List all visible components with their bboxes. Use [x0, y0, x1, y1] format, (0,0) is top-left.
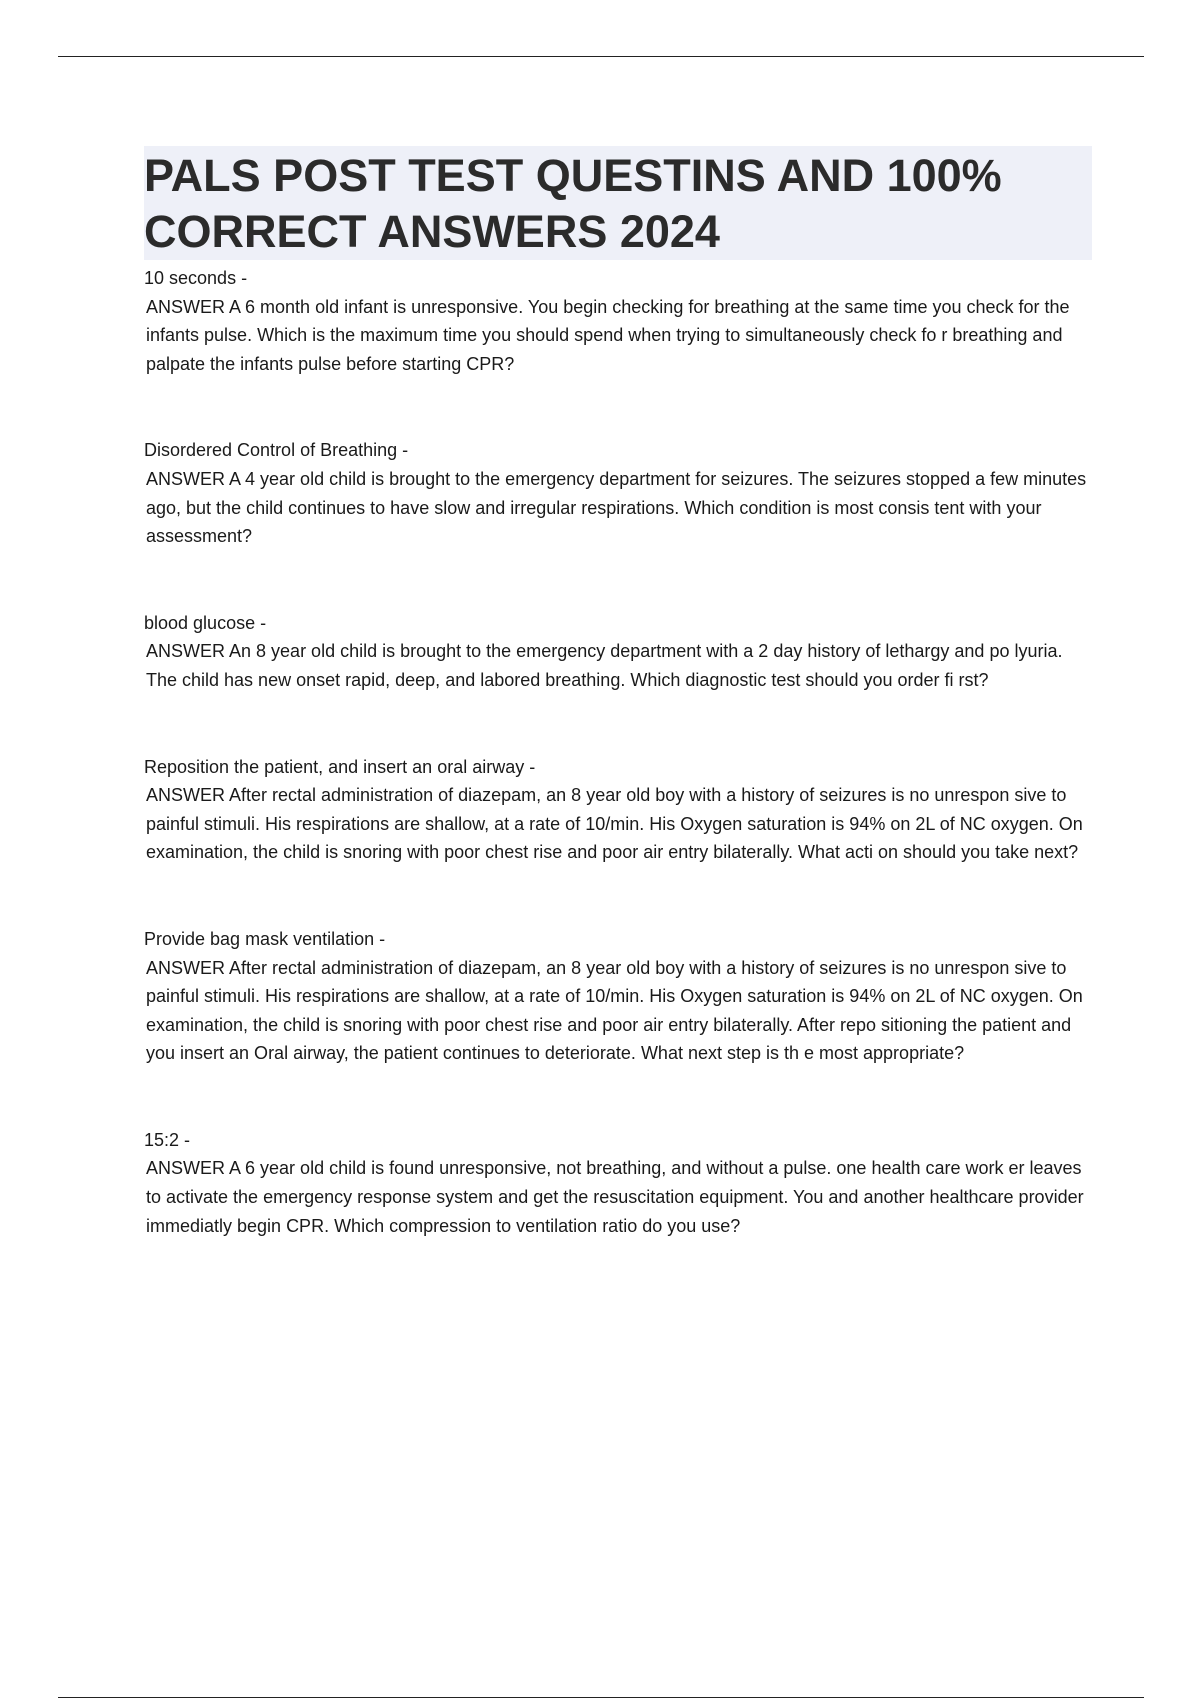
- title-line-2: CORRECT ANSWERS 2024: [144, 206, 720, 257]
- qa-item: [144, 609, 1092, 695]
- qa-question: ANSWER An 8 year old child is brought to the emergency department with a 2 day history of lethargy and po lyuria. The child has new onset rapid, deep, and labored breathing. Which diagnostic test should you order fi rst?: [146, 641, 1063, 690]
- qa-answer: 15:2 -: [144, 1129, 191, 1150]
- qa-question: ANSWER A 4 year old child is brought to the emergency department for seizures. The seizures stopped a few minutes ago, but the child continues to have slow and irregular respirations. Which condition is most consis tent with your assessment?: [146, 468, 1087, 547]
- qa-item: [144, 436, 1092, 550]
- qa-answer: Provide bag mask ventilation -: [144, 928, 386, 949]
- qa-question: ANSWER After rectal administration of diazepam, an 8 year old boy with a history of seizures is no unrespon sive to painful stimuli. His respirations are shallow, at a rate of 10/min. His Oxygen saturation is 94% on 2L of NC oxygen. On examination, the child is snoring with poor chest rise and poor air entry bilaterally. What acti on should you take next?: [146, 785, 1083, 863]
- header-rule: [58, 56, 1144, 57]
- qa-question: ANSWER After rectal administration of diazepam, an 8 year old boy with a history of seizures is no unrespon sive to painful stimuli. His respirations are shallow, at a rate of 10/min. His Oxygen saturation is 94% on 2L of NC oxygen. On examination, the child is snoring with poor chest rise and poor air entry bilaterally. After repo sitioning the patient and you insert an Oral airway, the patient continues to deteriorate. What next step is th e most appropriate?: [146, 957, 1083, 1064]
- title-line-1: PALS POST TEST QUESTINS AND 100%: [144, 150, 1002, 201]
- document-body: [144, 146, 1092, 1240]
- qa-question: ANSWER A 6 month old infant is unresponsive. You begin checking for breathing at the same time you check for the infants pulse. Which is the maximum time you should spend when trying to simultaneously check fo r breathing and palpate the infants pulse before starting CPR?: [146, 296, 1070, 374]
- footer-rule: [58, 1697, 1144, 1698]
- document-title: [144, 146, 1092, 260]
- qa-item: [144, 925, 1092, 1068]
- qa-answer: blood glucose -: [144, 612, 267, 633]
- qa-item: [144, 753, 1092, 867]
- qa-item: [144, 1126, 1092, 1240]
- qa-answer: Reposition the patient, and insert an oral airway -: [144, 756, 536, 777]
- qa-answer: Disordered Control of Breathing -: [144, 440, 409, 461]
- qa-answer: 10 seconds -: [144, 268, 248, 288]
- qa-question: ANSWER A 6 year old child is found unresponsive, not breathing, and without a pulse. one health care work er leaves to activate the emergency response system and get the resuscitation equipment. You and another healthcare provider immediatly begin CPR. Which compression to ventilation ratio do you use?: [146, 1158, 1084, 1236]
- qa-item: [144, 264, 1092, 378]
